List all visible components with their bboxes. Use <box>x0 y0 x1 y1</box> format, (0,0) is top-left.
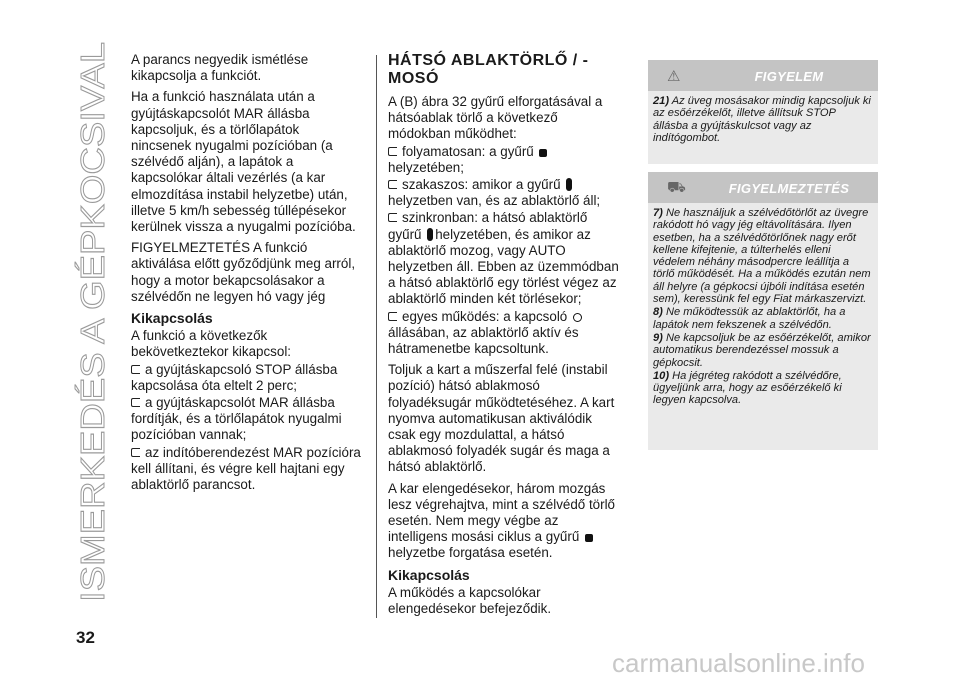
paragraph: Toljuk a kart a műszerfal felé (instabil pozíció) hátsó ablakmosó folyadéksugár működtetéséhez. A kart nyomva automatikusan aktiválódik csak egy mozdulattal, a hátsó ablakmosó folyadék sugár és maga a hátsó ablaktörlő. <box>388 362 615 475</box>
bullet-icon <box>131 448 140 457</box>
warning-box-title: FIGYELMEZTETÉS <box>728 181 850 196</box>
car-warning-icon: ⛟ <box>667 179 686 196</box>
note-item: 21) Az üveg mosásakor mindig kapcsoljuk ki az esőérzékelőt, illetve állítsuk STOP állásba a gyújtáskulcsot vagy az indítógombot. <box>653 95 871 144</box>
warning-box-header <box>648 172 878 203</box>
warning-paragraph: FIGYELMEZTETÉS A funkció aktiválása előtt győződjünk meg arról, hogy a motor bekapcsolásakor a szélvédőn ne legyen hó vagy jég <box>131 240 356 304</box>
section-title: HÁTSÓ ABLAKTÖRLŐ / - MOSÓ <box>388 52 589 87</box>
paragraph: A (B) ábra 32 gyűrű elforgatásával a hátsóablak törlő a következő módokban működhet: <box>388 94 603 142</box>
intermittent-symbol-icon <box>566 178 572 191</box>
attention-box <box>648 60 878 164</box>
continuous-symbol-icon <box>585 534 593 542</box>
attention-box-body <box>648 91 878 144</box>
side-chapter-title-text: ISMERKEDÉS A GÉPKOCSIVAL <box>74 116 111 602</box>
paragraph: A működés a kapcsolókar elengedésekor befejeződik. <box>388 584 552 617</box>
bullet-icon <box>131 398 140 407</box>
bullet-icon <box>131 365 140 374</box>
bullet-icon <box>388 312 397 321</box>
bullet-item: az indítóberendezést MAR pozícióra kell állítani, és végre kell hajtani egy ablaktörlő parancsot. <box>131 444 361 493</box>
bullet-item: szakaszos: amikor a gyűrű helyzetben van, és az ablaktörlő áll; <box>388 177 601 209</box>
bullet-item: folyamatosan: a gyűrű helyzetében; <box>388 144 620 176</box>
paragraph: A funkció a következők bekövetkeztekor kikapcsol: <box>131 328 292 360</box>
bullet-icon <box>388 147 397 156</box>
note-item: 10) Ha jégréteg rakódott a szélvédőre, ügyeljünk arra, hogy az esőérzékelő ki legyen kapcsolva. <box>653 369 842 407</box>
bullet-icon <box>388 213 397 222</box>
continuous-symbol-icon <box>539 149 547 157</box>
section-heading: Kikapcsolás <box>131 310 213 327</box>
column-divider <box>376 55 377 618</box>
single-symbol-icon <box>573 313 582 322</box>
note-item: 8) Ne működtessük az ablaktörlőt, ha a lapátok nem fekszenek a szélvédőn. <box>653 306 846 331</box>
sync-symbol-icon <box>427 228 433 241</box>
bullet-item: a gyújtáskapcsolót MAR állásba fordítják, és a törlőlapátok nyugalmi pozícióban vannak; <box>131 395 342 443</box>
warning-box <box>648 172 878 450</box>
bullet-item: egyes működés: a kapcsoló állásában, az ablaktörlő aktív és hátramenetbe kapcsoltunk. <box>388 309 620 358</box>
side-chapter-title <box>72 40 112 605</box>
watermark: carmanualsonline.info <box>612 648 865 678</box>
warning-box-body <box>648 203 878 407</box>
paragraph: A parancs negyedik ismétlése kikapcsolja a funkciót. <box>131 52 309 84</box>
column-left <box>131 52 363 498</box>
bullet-item: a gyújtáskapcsoló STOP állásba kapcsolása óta eltelt 2 perc; <box>131 361 338 393</box>
bullet-item: szinkronban: a hátsó ablaktörlő gyűrű helyzetében, és amikor az ablaktörlő mozog, vagy AUTO helyzetben áll. Ebben az üzemmódban a hátsó ablaktörlő egy törlést végez az ablaktörlő minden két törlésekor; <box>388 210 619 307</box>
attention-box-header <box>648 60 878 91</box>
note-item: 9) Ne kapcsoljuk be az esőérzékelőt, amikor automatikus berendezéssel mossuk a gépkocsit. <box>653 331 871 369</box>
bullet-icon <box>388 180 397 189</box>
warning-triangle-icon: ⚠ <box>667 68 681 85</box>
section-heading: Kikapcsolás <box>388 566 470 583</box>
note-item: 7) Ne használjuk a szélvédőtörlőt az üvegre rakódott hó vagy jég eltávolítására. Ilyen esetben, ha a szélvédőtörlőnek nagy erőt kellene kifejtenie, a túlterhelés elleni védelem néhány másodpercre leállítja a törlő működését. Ha a működés ezután nem áll helyre (a gépkocsi újbóli indítása esetén sem), keressünk fel egy Fiat márkaszervizt. <box>653 207 871 306</box>
column-middle <box>388 52 620 622</box>
paragraph: A kar elengedésekor, három mozgás lesz végrehajtva, mint a szélvédő törlő esetén. Nem megy végbe az intelligens mosási ciklus a gyűrű helyzetbe forgatása esetén. <box>388 480 616 561</box>
paragraph: Ha a funkció használata után a gyújtáskapcsolót MAR állásba kapcsoljuk, és a törlőlapátok nincsenek nyugalmi pozícióban (a szélvédő alján), a lapátok a kapcsolókar általi vezérlés (a kar elmozdítása instabil helyzetbe) után, illetve 5 km/h sebesség túllépésekor kerülnek vissza a nyugalmi pozícióba. <box>131 89 356 235</box>
page-number: 32 <box>76 628 95 647</box>
attention-box-title: FIGYELEM <box>754 69 824 84</box>
